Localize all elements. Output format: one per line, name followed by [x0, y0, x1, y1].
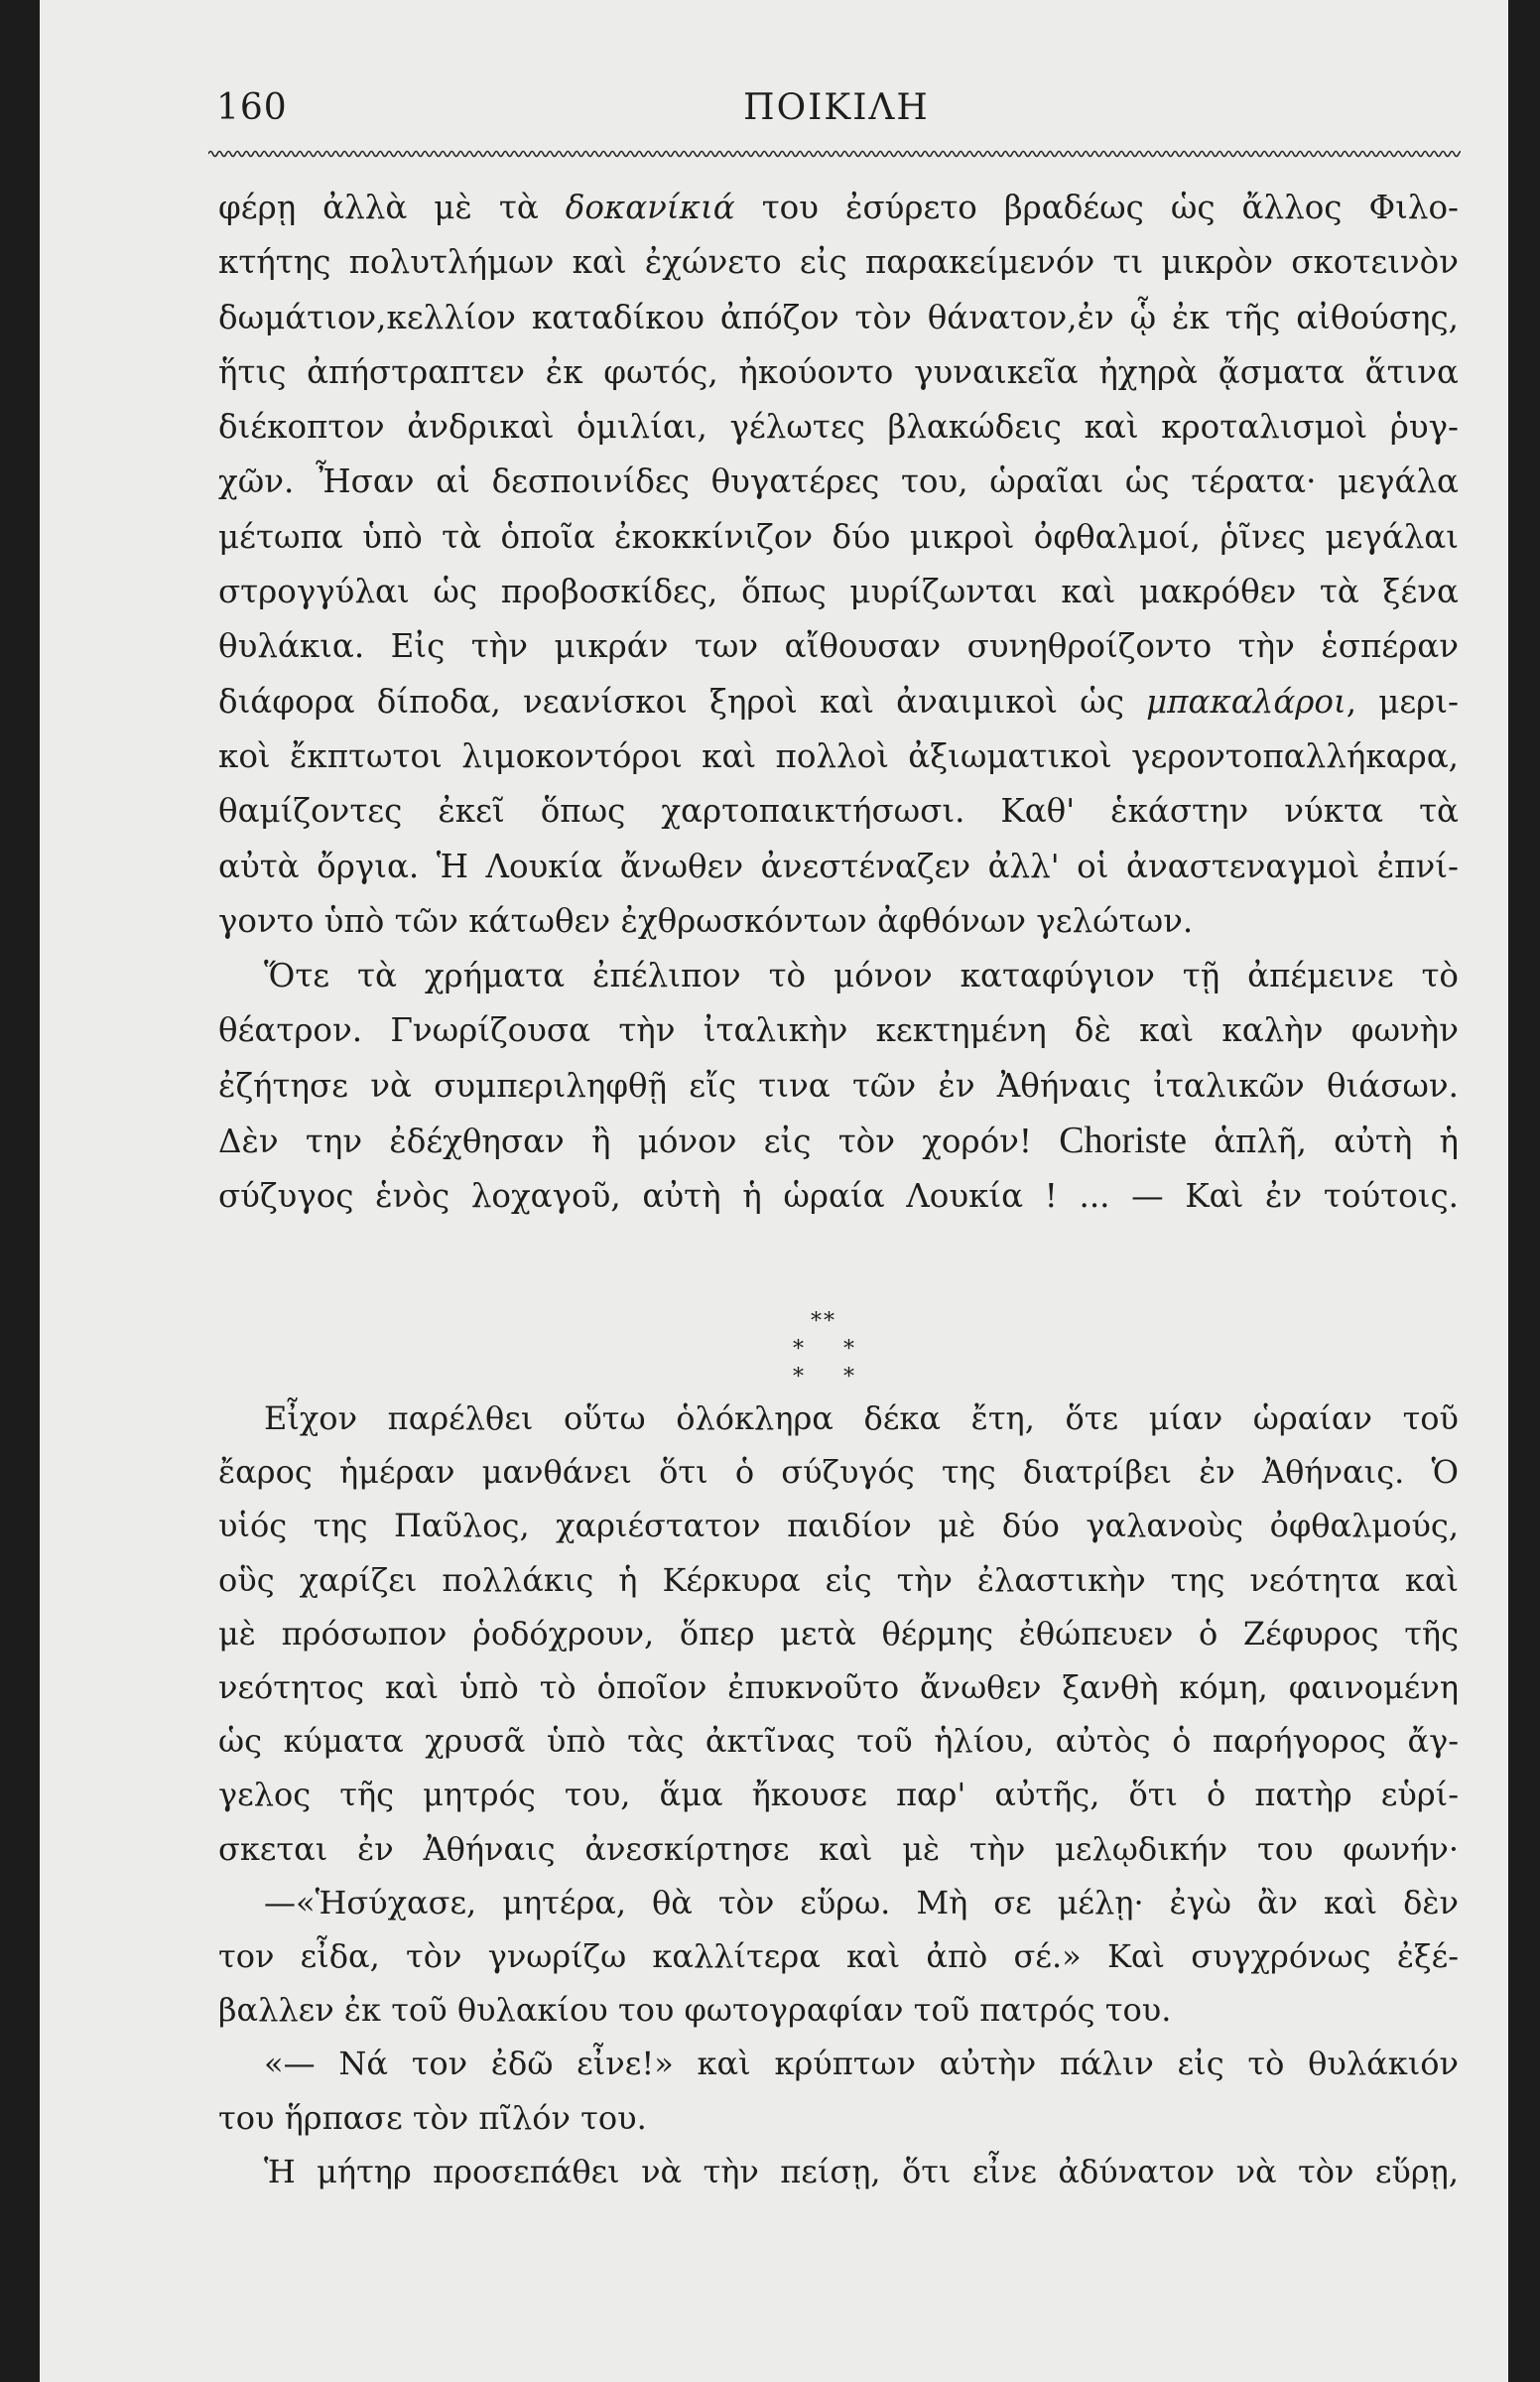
page-header [216, 87, 1457, 143]
text-block-2 [218, 1391, 1459, 2198]
text-line: —«Ἡσύχασε, μητέρα, θὰ τὸν εὕρω. Μὴ σε μέλῃ· ἐγὼ ἂν καὶ δὲν [264, 1883, 1459, 1921]
text-line: του ἥρπασε τὸν πῖλόν του. [218, 2098, 647, 2137]
ornamental-rule [208, 147, 1461, 161]
text-line: ἔαρος ἡμέραν μανθάνει ὅτι ὁ σύζυγός της διατρίβει ἐν Ἀθήναις. Ὁ [218, 1453, 1459, 1492]
asterism-top: ** [811, 1309, 836, 1334]
text-line: ἐζήτησε νὰ συμπεριληφθῇ εἴς τινα τῶν ἐν Ἀθήναις ἰταλικῶν θιάσων. [218, 1066, 1459, 1105]
text-line: ἥτις ἀπήστραπτεν ἐκ φωτός, ἠκούοντο γυναικεῖα ἠχηρὰ ᾄσματα ἅτινα [218, 352, 1459, 391]
text-line: δωμάτιον,κελλίον καταδίκου ἀπόζον τὸν θάνατον,ἐν ᾧ ἐκ τῆς αἰθούσης, [218, 298, 1459, 336]
text-line: φέρῃ ἀλλὰ μὲ τὰ δοκανίκιά του ἐσύρετο βραδέως ὡς ἄλλος Φιλο- [218, 189, 1459, 226]
text-line: Ὅτε τὰ χρήματα ἐπέλιπον τὸ μόνον καταφύγιον τῇ ἀπέμεινε τὸ [264, 957, 1459, 995]
text-line: νεότητος καὶ ὑπὸ τὸ ὁποῖον ἐπυκνοῦτο ἄνωθεν ξανθὴ κόμη, φαινομένη [218, 1668, 1459, 1707]
text-line: ὡς κύματα χρυσᾶ ὑπὸ τὰς ἀκτῖνας τοῦ ἡλίου, αὐτὸς ὁ παρήγορος ἄγ- [218, 1722, 1459, 1761]
text-line: γελος τῆς μητρός του, ἅμα ἤκουσε παρ' αὐτῆς, ὅτι ὁ πατὴρ εὑρί- [218, 1776, 1459, 1814]
text-line: σκεται ἐν Ἀθήναις ἀνεσκίρτησε καὶ μὲ τὴν μελῳδικήν του φωνήν· [218, 1829, 1459, 1868]
text-line: κτήτης πολυτλήμων καὶ ἐχώνετο εἰς παρακείμενόν τι μικρὸν σκοτεινὸν [218, 243, 1459, 282]
text-line: διάφορα δίποδα, νεανίσκοι ξηροὶ καὶ ἀναιμικοὶ ὡς μπακαλάροι, μερι- [218, 682, 1459, 721]
text-line: τον εἶδα, τὸν γνωρίζω καλλίτερα καὶ ἀπὸ σέ.» Καὶ συγχρόνως ἐξέ- [218, 1937, 1459, 1976]
book-page [40, 0, 1508, 2382]
text-line: οὓς χαρίζει πολλάκις ἡ Κέρκυρα εἰς τὴν ἐλαστικὴν της νεότητα καὶ [218, 1560, 1459, 1599]
section-divider [724, 1308, 923, 1390]
text-line: θαμίζοντες ἐκεῖ ὅπως χαρτοπαικτήσωσι. Καθ' ἑκάστην νύκτα τὰ [218, 792, 1459, 831]
text-line: μὲ πρόσωπον ῥοδόχρουν, ὅπερ μετὰ θέρμης ἐθώπευεν ὁ Ζέφυρος τῆς [218, 1614, 1459, 1653]
text-line: θυλάκια. Εἰς τὴν μικράν των αἴθουσαν συνηθροίζοντο τὴν ἑσπέραν [218, 627, 1459, 666]
text-line: σύζυγος ἑνὸς λοχαγοῦ, αὐτὴ ἡ ὡραία Λουκία ! ... — Καὶ ἐν τούτοις. [218, 1177, 1459, 1216]
running-title: ΠΟΙΚΙΛΗ [743, 87, 930, 128]
page-number: 160 [216, 87, 288, 128]
text-line: βαλλεν ἐκ τοῦ θυλακίου του φωτογραφίαν τοῦ πατρός του. [218, 1991, 1172, 2030]
text-line: μέτωπα ὑπὸ τὰ ὁποῖα ἐκοκκίνιζον δύο μικροὶ ὀφθαλμοί, ῥῖνες μεγάλαι [218, 517, 1459, 556]
text-line: Εἶχον παρέλθει οὕτω ὁλόκληρα δέκα ἔτη, ὅτε μίαν ὡραίαν τοῦ [264, 1399, 1459, 1437]
text-line: Ἡ μήτηρ προσεπάθει νὰ τὴν πείσῃ, ὅτι εἶνε ἀδύνατον νὰ τὸν εὕρῃ, [264, 2152, 1459, 2190]
text-line: αὐτὰ ὄργια. Ἡ Λουκία ἄνωθεν ἀνεστέναζεν ἀλλ' οἱ ἀναστεναγμοὶ ἐπνί- [218, 847, 1459, 885]
text-block-1 [218, 181, 1459, 1225]
text-line: Δὲν την ἐδέχθησαν ἢ μόνον εἰς τὸν χορόν! Choriste ἁπλῆ, αὐτὴ ἡ [218, 1120, 1459, 1162]
text-line: γοντο ὑπὸ τῶν κάτωθεν ἐχθρωσκόντων ἀφθόνων γελώτων. [218, 901, 1194, 940]
text-line: στρογγύλαι ὡς προβοσκίδες, ὅπως μυρίζωνται καὶ μακρόθεν τὰ ξένα [218, 573, 1459, 611]
asterism-bottom: ** ** [793, 1337, 894, 1390]
text-line: «— Νά τον ἐδῶ εἶνε!» καὶ κρύπτων αὐτὴν πάλιν εἰς τὸ θυλάκιόν [264, 2045, 1459, 2083]
text-line: διέκοπτον ἀνδρικαὶ ὁμιλίαι, γέλωτες βλακώδεις καὶ κροταλισμοὶ ῥυγ- [218, 408, 1459, 447]
text-line: χῶν. Ἦσαν αἱ δεσποινίδες θυγατέρες του, ὡραῖαι ὡς τέρατα· μεγάλα [218, 463, 1459, 501]
text-line: κοὶ ἔκπτωτοι λιμοκοντόροι καὶ πολλοὶ ἀξιωματικοὶ γεροντοπαλλήκαρα, [218, 736, 1459, 775]
text-line: υἱός της Παῦλος, χαριέστατον παιδίον μὲ δύο γαλανοὺς ὀφθαλμούς, [218, 1507, 1459, 1545]
text-line: θέατρον. Γνωρίζουσα τὴν ἰταλικὴν κεκτημένη δὲ καὶ καλὴν φωνὴν [218, 1011, 1459, 1050]
